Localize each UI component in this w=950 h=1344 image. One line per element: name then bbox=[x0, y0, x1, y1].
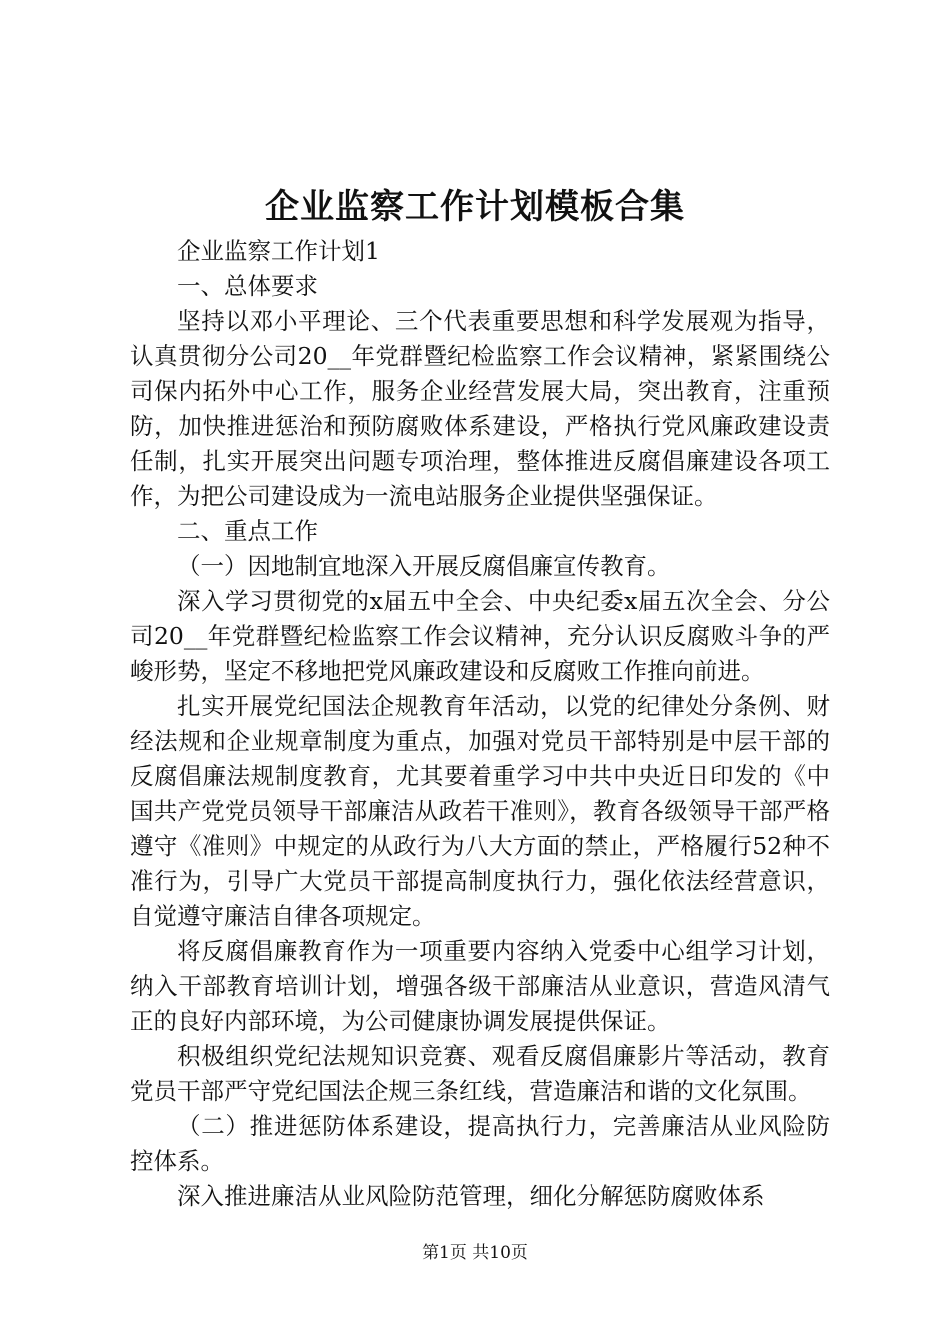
paragraph: 将反腐倡廉教育作为一项重要内容纳入党委中心组学习计划，纳入干部教育培训计划，增强各级干部廉洁从业意识，营造风清气正的良好内部环境，为公司健康协调发展提供保证。 bbox=[130, 937, 830, 1035]
section-heading-key-work: 二、重点工作 bbox=[177, 517, 318, 545]
plan-heading: 企业监察工作计划1 bbox=[177, 237, 380, 265]
document-title: 企业监察工作计划模板合集 bbox=[265, 187, 685, 227]
document-body bbox=[130, 234, 830, 1214]
subsection-heading-1: （一）因地制宜地深入开展反腐倡廉宣传教育。 bbox=[177, 552, 671, 580]
page-number-footer: 第1页 共10页 bbox=[422, 1243, 528, 1263]
paragraph: 深入推进廉洁从业风险防范管理，细化分解惩防腐败体系 bbox=[177, 1182, 765, 1210]
paragraph: 深入学习贯彻党的x届五中全会、中央纪委x届五次全会、分公司20__年党群暨纪检监察工作会议精神，充分认识反腐败斗争的严峻形势，坚定不移地把党风廉政建设和反腐败工作推向前进。 bbox=[130, 587, 830, 685]
subsection-heading-2: （二）推进惩防体系建设，提高执行力，完善廉洁从业风险防控体系。 bbox=[130, 1112, 830, 1175]
paragraph: 扎实开展党纪国法企规教育年活动，以党的纪律处分条例、财经法规和企业规章制度为重点，加强对党员干部特别是中层干部的反腐倡廉法规制度教育，尤其要着重学习中共中央近日印发的《中国共产党党员领导干部廉洁从政若干准则》，教育各级领导干部严格遵守《准则》中规定的从政行为八大方面的禁止，严格履行52种不准行为，引导广大党员干部提高制度执行力，强化依法经营意识，自觉遵守廉洁自律各项规定。 bbox=[130, 692, 830, 930]
section-heading-general: 一、总体要求 bbox=[177, 272, 318, 300]
paragraph: 坚持以邓小平理论、三个代表重要思想和科学发展观为指导，认真贯彻分公司20__年党群暨纪检监察工作会议精神，紧紧围绕公司保内拓外中心工作，服务企业经营发展大局，突出教育，注重预防，加快推进惩治和预防腐败体系建设，严格执行党风廉政建设责任制，扎实开展突出问题专项治理，整体推进反腐倡廉建设各项工作，为把公司建设成为一流电站服务企业提供坚强保证。 bbox=[130, 307, 830, 510]
paragraph: 积极组织党纪法规知识竞赛、观看反腐倡廉影片等活动，教育党员干部严守党纪国法企规三条红线，营造廉洁和谐的文化氛围。 bbox=[130, 1042, 830, 1105]
